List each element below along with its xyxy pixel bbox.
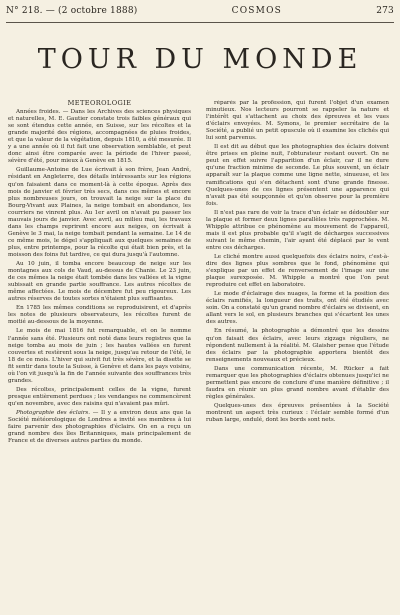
paragraph: Années froides. — Dans les Archives des sciences physiques et naturelles, M. E. Gautier constate trois faibles généraux qui se sont étendus cette année, en Suisse, sur les récoltes et la grande majorité des régions, accompagnées de pluies froides, et que la valeur de la végétation, depuis 1810, a été mesurée. Il y a une année où il fut fait une observation semblable, et peut donc ainsi être comparée avec la période de l'hiver passé, sévère d'été, pour mieux à Genève en 1815. bbox=[8, 109, 191, 165]
paragraph: En résumé, la photographie a démontré que les dessins qu'on faisait des éclairs, avec leurs zigzags réguliers, ne répondent nullement à la réalité. M. Glaisher pense que l'étude des éclairs par la photographie apportera bientôt des renseignements nouveaux et précieux. bbox=[206, 328, 389, 363]
subhead-photographs: Photographie des éclairs. bbox=[16, 409, 91, 416]
paragraph: En 1785 les mêmes conditions se reproduisirent, et d'après les notes de plusieurs observateurs, les récoltes furent de moitié au-dessous de la moyenne. bbox=[8, 305, 191, 326]
header-rule bbox=[6, 22, 394, 23]
running-header bbox=[6, 6, 394, 22]
paragraph: Des récoltes, principalement celles de la vigne, furent presque entièrement perdues ; les vendanges ne commencèrent qu'en novembre, avec des raisins qui n'avaient pas mûri. bbox=[8, 386, 191, 407]
section-heading-meteorology: MÉTÉOROLOGIE bbox=[67, 100, 132, 107]
page-number: 273 bbox=[376, 6, 394, 16]
paragraph: Guillaume-Antoine de Lue écrivait à son frère, Jean André, résidant en Angleterre, des détails intéressants sur les régions qu'on faisaient dans ce moment-là à cette époque. Après des mois de janvier et février très secs, dans ces mêmes et encore plus nombreuses jours, on trouvait la neige sur la place du Bourg-Vivant aux Plaines, la neige tombait en abondance, les courriers ne vinrent plus. Au 1er avril on n'avait pu passer les mauvais jours de janvier. Avec avril, au milieu mai, les travaux dans les champs reprirent encore aux neiges, on écrivait à Genève le 3 mai, la neige tombait pendant la semaine. Le 14 de ce même mois, le dégel s'appliquait aux quelques semaines de plus, entre printemps, pour la récolte qui était bien près, et la moisson des foins fut tardive, ce qui dura jusqu'à l'automne. bbox=[8, 167, 191, 258]
page-title: TOUR DU MONDE bbox=[37, 44, 363, 75]
paragraph: Le mode d'éclairage des nuages, la forme et la position des éclairs ramifiés, la longueur des traits, ont été étudiés avec soin. On a constaté qu'un grand nombre d'éclairs se divisent, en allant vers le sol, en plusieurs branches qui s'écartent les unes des autres. bbox=[206, 291, 389, 326]
paragraph: Quelques-unes des épreuves présentées à la Société montrent un aspect très curieux : l'éclair semble formé d'un ruban large, ondulé, dont les bords sont nets. bbox=[206, 402, 389, 424]
paragraph-photographs-text: — Il y a environ deux ans que la Société météorologique de Londres a invité ses membres à lui faire parvenir des photographies d'éclairs. On en a reçu un grand nombre des îles Britanniques, mais principalement de France et de diverses autres parties du monde. bbox=[8, 409, 191, 445]
paragraph: Le cliché montre aussi quelquefois des éclairs noirs, c'est-à-dire des lignes plus sombres que le fond, phénomène qui s'explique par un effet de renversement de l'image sur une plaque surexposée. M. Whipple a montré que l'on peut reproduire cet effet en laboratoire. bbox=[206, 253, 389, 289]
paragraph: Le mois de mai 1816 fut remarquable, et on le nomme l'année sans été. Plusieurs ont noté dans leurs registres que la neige tomba au mois de juin ; les hautes vallées en furent couvertes et restèrent sous la neige, jusqu'au retour de l'été, le 18 de ce mois. L'hiver qui suivit fut très sévère, et la disette se fit sentir dans toute la Suisse, à Genève et dans les pays voisins, où l'on vit jusqu'à la fin de l'année suivante des souffrances très grandes. bbox=[8, 328, 191, 384]
paragraph: Il n'est pas rare de voir la trace d'un éclair se dédoubler sur la plaque et former deux lignes parallèles très rapprochées. M. Whipple attribue ce phénomène au mouvement de l'appareil, mais il est plus probable qu'il s'agit de décharges successives suivant le même chemin, l'air ayant été déplacé par le vent entre ces décharges. bbox=[206, 209, 389, 251]
left-column bbox=[8, 100, 191, 612]
paragraph: Au 10 juin, il tomba encore beaucoup de neige sur les montagnes aux cols de Vaud, au-dessus de Chanie. Le 23 juin, de ces mêmes la neige était tombée dans les vallées et la vigne subissait en grande partie souffrance. Les autres récoltes de même affectées. Le mois de décembre fut peu rigoureux. Les autres réserves de toutes sortes n'étaient plus suffisantes. bbox=[8, 261, 191, 303]
paragraph: Dans une communication récente, M. Rücker a fait remarquer que les photographies d'éclairs obtenues jusqu'ici ne permettent pas encore de conclure d'une manière définitive ; il faudra en réunir un plus grand nombre avant d'établir des règles générales. bbox=[206, 365, 389, 400]
journal-name: COSMOS bbox=[231, 6, 283, 16]
issue-date: N° 218. — (2 octobre 1888) bbox=[6, 6, 138, 16]
paragraph-photographs bbox=[8, 410, 191, 445]
paragraph: Il est dit au début que les photographies des éclairs doivent être prises en pleine nuit, l'obturateur restant ouvert. On ne peut en effet suivre l'apparition d'un éclair, car il ne dure qu'une fraction minime de seconde. Le plus souvent, un éclair apparaît sur la plaque comme une ligne nette, sinueuse, et les ramifications qui s'en détachent sont d'une grande finesse. Quelques-unes de ces lignes présentent une apparence qui n'avait pas été soupçonnée et qu'on observe pour la première fois. bbox=[206, 144, 389, 207]
paragraph: réparés par la profession, qui furent l'objet d'un examen minutieux. Nos lecteurs pourront se rappeler la nature et l'intérêt qui s'attachent au choix des épreuves et les vues d'éclairs envoyées. M. Symons, le premier secrétaire de la Société, a publié un petit opuscule où il examine les clichés qui lui sont parvenus. bbox=[206, 100, 389, 142]
right-column bbox=[206, 100, 389, 612]
